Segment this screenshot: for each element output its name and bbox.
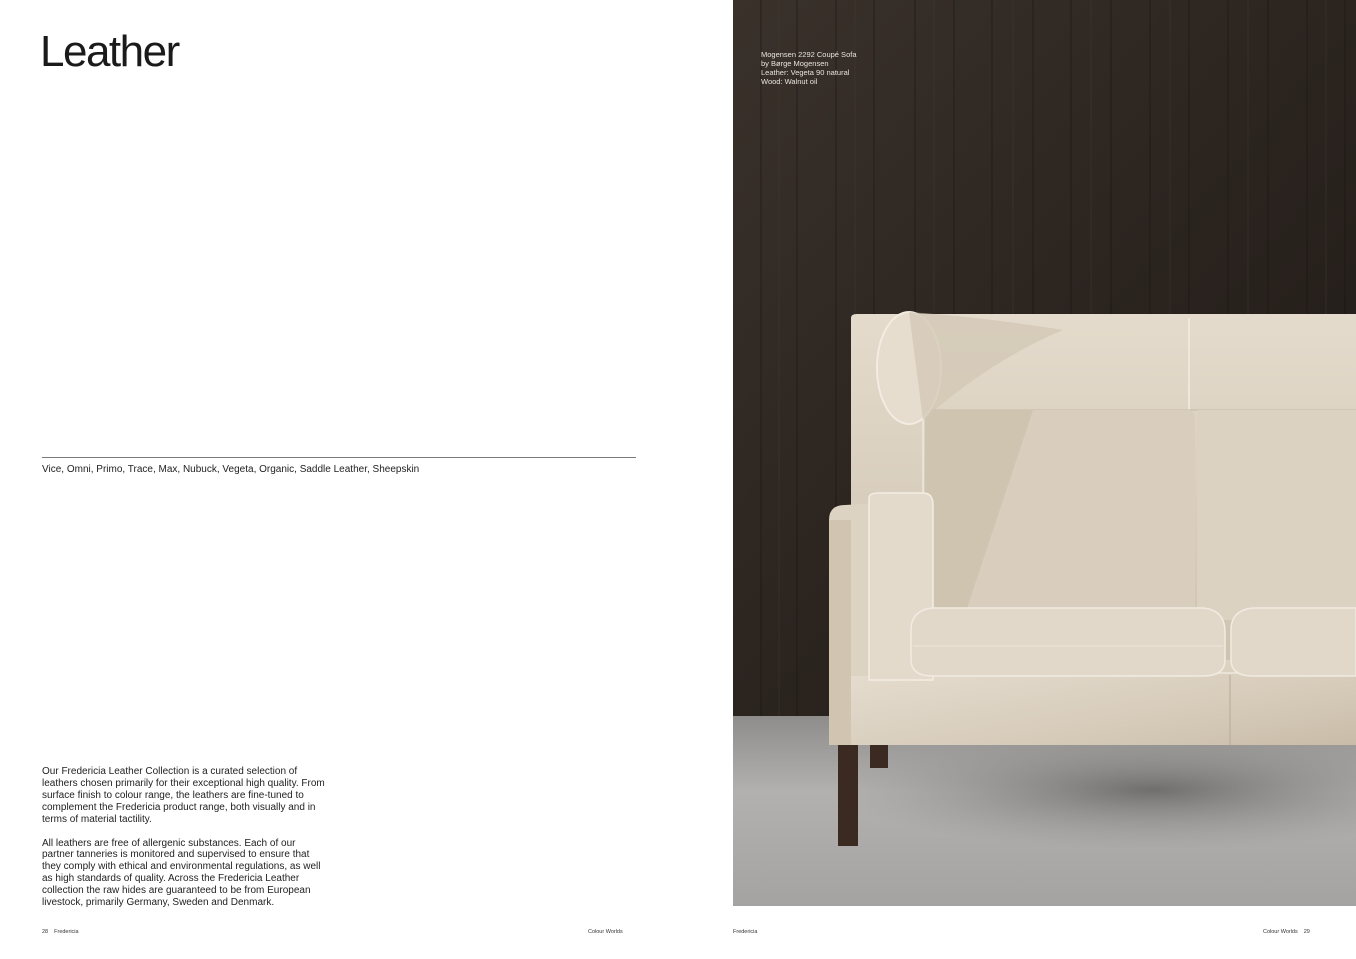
divider-rule — [42, 457, 636, 458]
leather-types-list: Vice, Omni, Primo, Trace, Max, Nubuck, Vegeta, Organic, Saddle Leather, Sheepskin — [42, 464, 420, 475]
caption-wood: Wood: Walnut oil — [761, 77, 818, 86]
footer-left — [42, 929, 79, 935]
caption-product: Mogensen 2292 Coupé Sofa — [761, 50, 857, 59]
caption-designer: by Børge Mogensen — [761, 59, 829, 68]
footer-section-left: Colour Worlds — [588, 929, 623, 935]
paragraph-sourcing: All leathers are free of allergenic substances. Each of our partner tanneries is monitored and supervised to ensure that they comply with ethical and environmental regulations, as well as high standards of quality. Across the Fredericia Leather collection the raw hides are guaranteed to be from European livestock, primarily Germany, Sweden and Denmark. — [42, 837, 321, 909]
caption-leather: Leather: Vegeta 90 natural — [761, 68, 850, 77]
footer-section-right: Colour Worlds — [1263, 929, 1298, 935]
photo-caption — [761, 50, 857, 86]
footer-right — [1263, 929, 1310, 935]
body-text — [42, 766, 327, 921]
page-number-left: 28 — [42, 929, 49, 935]
sofa-photo — [733, 0, 1356, 906]
paragraph-intro: Our Fredericia Leather Collection is a curated selection of leathers chosen primarily for their exceptional high quality. From surface finish to colour range, the leathers are fine-tuned to complement the Fredericia product range, both visually and in terms of material tactility. — [42, 766, 325, 825]
page-title: Leather — [40, 27, 179, 76]
page-number-right: 29 — [1303, 929, 1310, 935]
footer-brand-right: Fredericia — [733, 929, 758, 935]
footer-brand-left: Fredericia — [54, 929, 79, 935]
